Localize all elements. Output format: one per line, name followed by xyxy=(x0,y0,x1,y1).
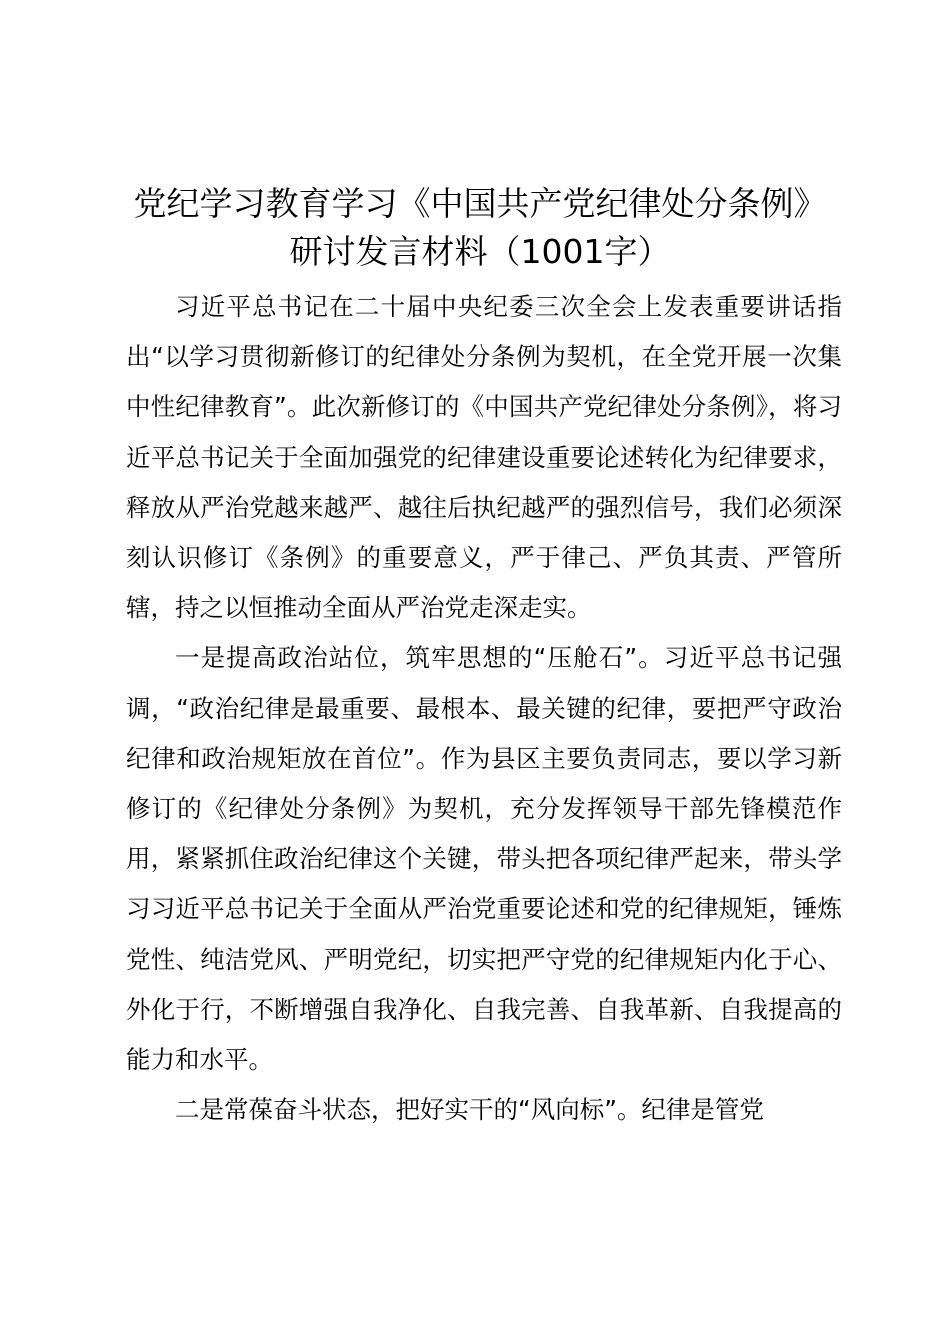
paragraph-intro: 习近平总书记在二十届中央纪委三次全会上发表重要讲话指出“以学习贯彻新修订的纪律处分条例为契机，在全党开展一次集中性纪律教育”。此次新修订的《中国共产党纪律处分条例》，将习近平总书记关于全面加强党的纪律建设重要论述转化为纪律要求，释放从严治党越来越严、越往后执纪越严的强烈信号，我们必须深刻认识修订《条例》的重要意义，严于律己、严负其责、严管所辖，持之以恒推动全面从严治党走深走实。 xyxy=(126,292,842,623)
document-body xyxy=(126,282,842,1135)
paragraph-point-two: 二是常葆奋斗状态，把好实干的“风向标”。纪律是管党 xyxy=(175,1095,764,1125)
paragraph-point-one: 一是提高政治站位，筑牢思想的“压舱石”。习近平总书记强调，“政治纪律是最重要、最根本、最关键的纪律，要把严守政治纪律和政治规矩放在首位”。作为县区主要负责同志，要以学习新修订的《纪律处分条例》为契机，充分发挥领导干部先锋模范作用，紧紧抓住政治纪律这个关键，带头把各项纪律严起来，带头学习习近平总书记关于全面从严治党重要论述和党的纪律规矩，锤炼党性、纯洁党风、严明党纪，切实把严守党的纪律规矩内化于心、外化于行，不断增强自我净化、自我完善、自我革新、自我提高的能力和水平。 xyxy=(126,643,842,1075)
document-title: 党纪学习教育学习《中国共产党纪律处分条例》研讨发言材料（1001字） xyxy=(133,184,827,271)
